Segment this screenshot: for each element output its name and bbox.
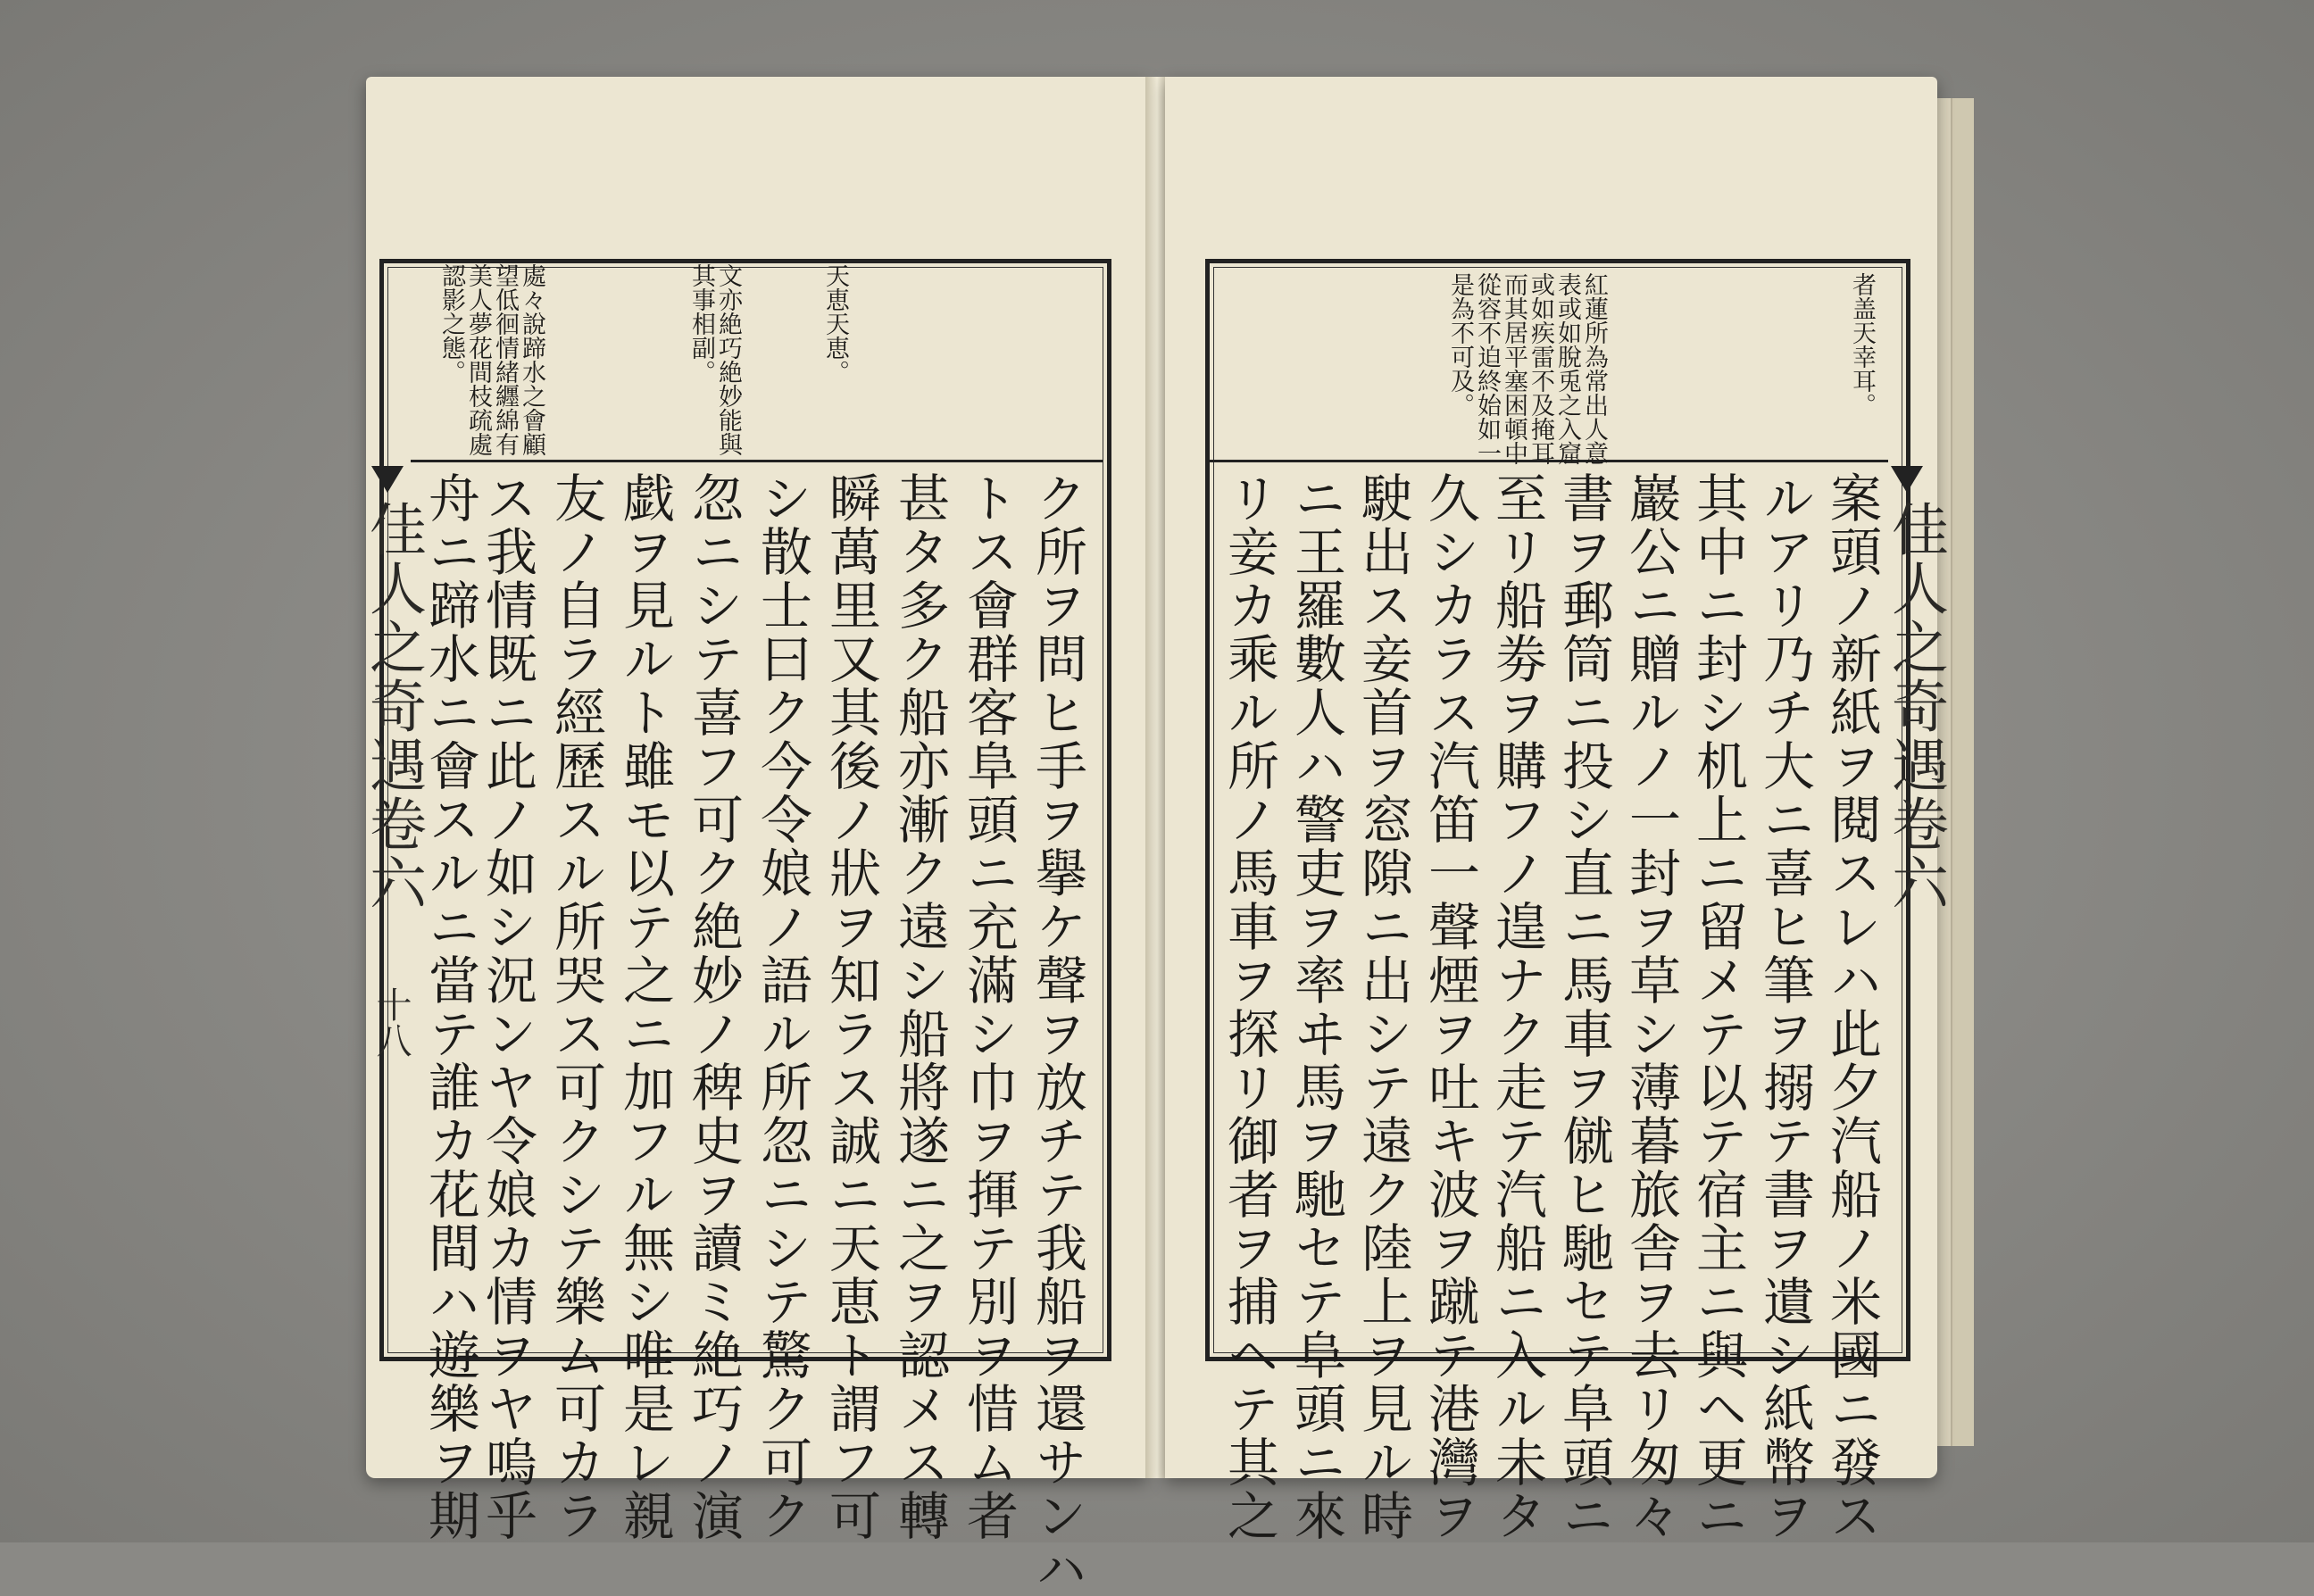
left-note-7: 認影之態。 xyxy=(437,263,465,384)
right-text-column-6: 至リ船劵ヲ購フノ遑ナク走テ汽船ニ入ル未タ xyxy=(1486,471,1547,1542)
left-note-3: 其事相副。 xyxy=(687,263,715,384)
right-fishtail-mark xyxy=(1891,466,1923,493)
left-note-2: 文亦絶巧絶妙能與 xyxy=(714,263,742,456)
left-text-column-6: 忽ニシテ喜フ可ク絶妙ノ稗史ヲ讀ミ絶巧ノ演 xyxy=(683,471,744,1542)
right-text-column-9: ニ王羅數人ハ警吏ヲ率ヰ馬ヲ馳セテ阜頭ニ來 xyxy=(1286,471,1346,1542)
right-note-6: 從容不迫終始如一 xyxy=(1473,272,1501,465)
right-text-column-2: ルアリ乃チ大ニ喜ヒ筆ヲ搦テ書ヲ遺シ紙幣ヲ xyxy=(1754,471,1815,1542)
left-folio-number: 十八 xyxy=(370,986,412,1058)
left-note-5: 望低徊情緒纒綿有 xyxy=(491,263,519,456)
right-text-column-4: 巖公ニ贈ルノ一封ヲ草シ薄暮旅舎ヲ去リ匆々 xyxy=(1620,471,1681,1542)
right-note-2: 紅蓮所為常出人意 xyxy=(1580,272,1608,465)
left-text-column-3: 甚タ多ク船亦漸ク遠シ船將遂ニ之ヲ認メス轉 xyxy=(889,471,950,1542)
left-text-column-2: トス會群客阜頭ニ充滿シ巾ヲ揮テ別ヲ惜ム者 xyxy=(958,471,1019,1542)
left-note-4: 處々說蹄水之會顧 xyxy=(518,263,545,456)
left-text-column-7: 戯ヲ見ルト雖モ以テ之ニ加フル無シ唯是レ親 xyxy=(614,471,675,1542)
right-text-column-7: 久シカラス汽笛一聲煙ヲ吐キ波ヲ蹴テ港灣ヲ xyxy=(1419,471,1480,1542)
right-text-column-10: リ妾カ乘ル所ノ馬車ヲ探リ御者ヲ捕ヘテ其之 xyxy=(1219,471,1279,1542)
right-note-4: 或如疾雷不及掩耳 xyxy=(1527,272,1554,465)
left-note-6: 美人夢花間枝疏處 xyxy=(464,263,492,456)
left-text-column-1: ク所ヲ問ヒ手ヲ擧ケ聲ヲ放チテ我船ヲ還サンハ xyxy=(1027,471,1087,1596)
right-note-3: 表或如脫兎之入窟 xyxy=(1553,272,1581,465)
left-text-column-4: 瞬萬里又其後ノ狀ヲ知ラス誠ニ天恵ト謂フ可 xyxy=(820,471,881,1542)
right-note-7: 是為不可及。 xyxy=(1446,272,1474,417)
page-stack-edge-inner xyxy=(1951,98,1974,1446)
right-text-column-8: 駛出ス妾首ヲ窓隙ニ出シテ遠ク陸上ヲ見ル時 xyxy=(1353,471,1413,1542)
left-fishtail-mark xyxy=(371,466,404,493)
left-running-title: 佳人之奇遇卷六 xyxy=(360,500,426,912)
right-note-5: 而其居平塞困頓中 xyxy=(1500,272,1527,465)
right-text-column-1: 案頭ノ新紙ヲ閱スレハ此夕汽船ノ米國ニ發ス xyxy=(1821,471,1882,1542)
left-text-column-5: シ散士曰ク今令娘ノ語ル所忽ニシテ驚ク可ク xyxy=(752,471,812,1542)
left-text-column-8: 友ノ自ラ經歷スル所哭ス可クシテ樂ム可カラ xyxy=(545,471,606,1542)
left-text-column-9: ス我情既ニ此ノ如シ況ンヤ令娘カ情ヲヤ嗚乎 xyxy=(477,471,537,1542)
right-text-column-3: 其中ニ封シ机上ニ留メテ以テ宿主ニ與ヘ更ニ xyxy=(1687,471,1748,1542)
left-note-1: 天恵天恵。 xyxy=(821,263,849,384)
right-text-column-5: 書ヲ郵筒ニ投シ直ニ馬車ヲ僦ヒ馳セテ阜頭ニ xyxy=(1553,471,1614,1542)
right-note-1: 者盖天幸耳。 xyxy=(1848,272,1876,417)
right-running-title: 佳人之奇遇卷六 xyxy=(1882,500,1948,912)
left-text-column-10: 舟ニ蹄水ニ會スルニ當テ誰カ花間ハ遊樂ヲ期 xyxy=(420,471,480,1542)
